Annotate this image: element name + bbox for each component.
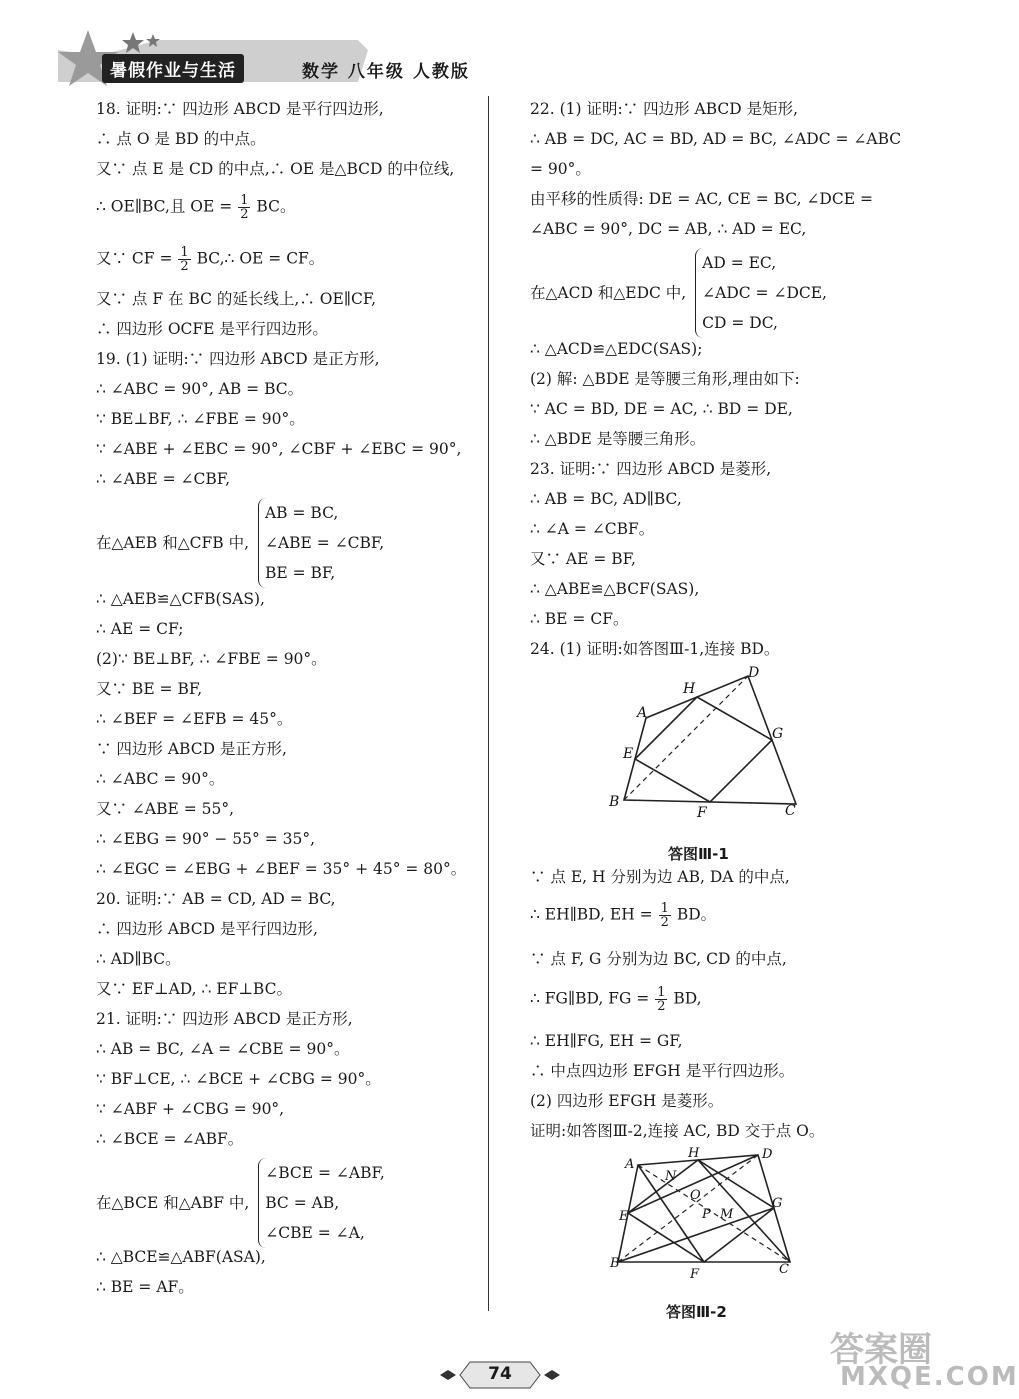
quad-abcd bbox=[624, 676, 796, 804]
text-line: 又∵ EF⊥AD, ∴ EF⊥BC。 bbox=[96, 980, 292, 998]
text-line: ∴ EH∥FG, EH = GF, bbox=[530, 1032, 683, 1050]
text-line: 21. 证明:∵ 四边形 ABCD 是正方形, bbox=[96, 1010, 353, 1028]
label-e: E bbox=[619, 1209, 629, 1224]
text-line: ∴ △BDE 是等腰三角形。 bbox=[530, 430, 706, 448]
figure-caption: 答图Ⅲ-1 bbox=[668, 845, 729, 863]
text-line: ∴ OE∥BC,且 OE = $\frac{1}{2}$ BC。 bbox=[96, 193, 296, 222]
text-line: ∴ ∠EBG = 90° − 55° = 35°, bbox=[96, 830, 316, 848]
column-divider bbox=[488, 96, 489, 1311]
label-a: A bbox=[625, 1157, 635, 1172]
text-line: ∴ AD∥BC。 bbox=[96, 950, 181, 968]
label-c: C bbox=[779, 1262, 789, 1277]
text-line: ∵ 四边形 ABCD 是正方形, bbox=[96, 740, 287, 758]
label-b: B bbox=[609, 794, 620, 810]
text-line: ∴ 点 O 是 BD 的中点。 bbox=[96, 130, 266, 148]
subject-line: 数学 八年级 人教版 bbox=[302, 62, 470, 82]
text-line: ∵ ∠ABE + ∠EBC = 90°, ∠CBF + ∠EBC = 90°, bbox=[96, 440, 462, 458]
label-d: D bbox=[762, 1147, 773, 1162]
page-number: 74 bbox=[488, 1364, 512, 1384]
text-line: ∴ ∠BCE = ∠ABF。 bbox=[96, 1130, 244, 1148]
text-line: ∴ BE = AF。 bbox=[96, 1278, 194, 1296]
watermark-url: MXQE.COM bbox=[840, 1362, 1019, 1392]
text-line: (2) 四边形 EFGH 是菱形。 bbox=[530, 1092, 724, 1110]
text-line: 又∵ BE = BF, bbox=[96, 680, 203, 698]
text-line: ∴ 四边形 ABCD 是平行四边形, bbox=[96, 920, 318, 938]
label-n: N bbox=[665, 1169, 677, 1184]
text-line: ∴ △ACD≌△EDC(SAS); bbox=[530, 340, 703, 358]
text-line: ∵ 点 F, G 分别为边 BC, CD 的中点, bbox=[530, 950, 787, 968]
text-line: 又∵ 点 E 是 CD 的中点,∴ OE 是△BCD 的中位线, bbox=[96, 160, 455, 178]
text-line: 又∵ CF = $\frac{1}{2}$ BC,∴ OE = CF。 bbox=[96, 245, 325, 274]
text-line: = 90°。 bbox=[530, 160, 591, 178]
quad-efgh bbox=[628, 1160, 774, 1262]
text-line: ∴ ∠ABC = 90°。 bbox=[96, 770, 225, 788]
figure-caption: 答图Ⅲ-2 bbox=[666, 1303, 727, 1321]
text-line: 证明:如答图Ⅲ-2,连接 AC, BD 交于点 O。 bbox=[530, 1122, 825, 1140]
text-line: ∵ ∠ABF + ∠CBG = 90°, bbox=[96, 1100, 285, 1118]
text-line: 又∵ ∠ABE = 55°, bbox=[96, 800, 235, 818]
label-h: H bbox=[688, 1146, 700, 1161]
label-o: O bbox=[690, 1188, 701, 1203]
text-line: ∴ 中点四边形 EFGH 是平行四边形。 bbox=[530, 1062, 795, 1080]
equation-system: 在△BCE 和△ABF 中, ∠BCE = ∠ABF, BC = AB, ∠CBE = ∠A, bbox=[96, 1158, 385, 1248]
figure-iii-1 bbox=[600, 660, 820, 820]
fraction: $\frac{1}{2}$ bbox=[180, 245, 189, 274]
text-line: 20. 证明:∵ AB = CD, AD = BC, bbox=[96, 890, 336, 908]
label-g: G bbox=[772, 726, 784, 742]
label-f: F bbox=[690, 1267, 700, 1282]
text-line: 由平移的性质得: DE = AC, CE = BC, ∠DCE = bbox=[530, 190, 873, 208]
label-b: B bbox=[610, 1256, 620, 1271]
fraction: $\frac{1}{2}$ bbox=[240, 193, 249, 222]
label-a: A bbox=[637, 705, 648, 721]
fraction: $\frac{1}{2}$ bbox=[660, 901, 669, 930]
text-line: ∴ ∠BEF = ∠EFB = 45°。 bbox=[96, 710, 293, 728]
equation-system: 在△AEB 和△CFB 中, AB = BC, ∠ABE = ∠CBF, BE = BF, bbox=[96, 498, 384, 588]
text-line: ∴ ∠ABC = 90°, AB = BC。 bbox=[96, 380, 304, 398]
text-line: 又∵ AE = BF, bbox=[530, 550, 636, 568]
text-line: (2)∵ BE⊥BF, ∴ ∠FBE = 90°。 bbox=[96, 650, 327, 668]
text-line: ∴ ∠EGC = ∠EBG + ∠BEF = 35° + 45° = 80°。 bbox=[96, 860, 467, 878]
label-h: H bbox=[683, 681, 696, 697]
label-e: E bbox=[623, 746, 634, 762]
text-line: ∵ BE⊥BF, ∴ ∠FBE = 90°。 bbox=[96, 410, 305, 428]
label-m: M bbox=[720, 1207, 734, 1222]
text-line: ∠ABC = 90°, DC = AB, ∴ AD = EC, bbox=[530, 220, 807, 238]
text-line: ∴ ∠ABE = ∠CBF, bbox=[96, 470, 231, 488]
label-g: G bbox=[772, 1196, 783, 1211]
text-line: 23. 证明:∵ 四边形 ABCD 是菱形, bbox=[530, 460, 772, 478]
text-line: ∴ 四边形 OCFE 是平行四边形。 bbox=[96, 320, 328, 338]
text-line: ∴ ∠A = ∠CBF。 bbox=[530, 520, 655, 538]
text-line: ∴ △ABE≌△BCF(SAS), bbox=[530, 580, 700, 598]
series-title: 暑假作业与生活 bbox=[102, 54, 244, 83]
text-line: ∵ AC = BD, DE = AC, ∴ BD = DE, bbox=[530, 400, 793, 418]
text-line: (2) 解: △BDE 是等腰三角形,理由如下: bbox=[530, 370, 800, 388]
text-line: ∵ 点 E, H 分别为边 AB, DA 的中点, bbox=[530, 868, 790, 886]
text-line: ∴ FG∥BD, FG = $\frac{1}{2}$ BD, bbox=[530, 985, 702, 1014]
fraction: $\frac{1}{2}$ bbox=[657, 985, 666, 1014]
text-line: ∴ AE = CF; bbox=[96, 620, 184, 638]
label-f: F bbox=[697, 805, 707, 821]
figure-iii-2 bbox=[610, 1140, 810, 1290]
text-line: ∴ △BCE≌△ABF(ASA), bbox=[96, 1248, 266, 1266]
text-line: ∴ EH∥BD, EH = $\frac{1}{2}$ BD。 bbox=[530, 901, 717, 930]
text-line: 又∵ 点 F 在 BC 的延长线上,∴ OE∥CF, bbox=[96, 290, 377, 308]
text-line: 18. 证明:∵ 四边形 ABCD 是平行四边形, bbox=[96, 100, 384, 118]
text-line: 22. (1) 证明:∵ 四边形 ABCD 是矩形, bbox=[530, 100, 799, 118]
text-line: ∴ AB = BC, ∠A = ∠CBE = 90°。 bbox=[96, 1040, 350, 1058]
watermark-logo: 答案圈 bbox=[830, 1330, 932, 1370]
text-line: ∴ BE = CF。 bbox=[530, 610, 629, 628]
text-line: ∵ BF⊥CE, ∴ ∠BCE + ∠CBG = 90°。 bbox=[96, 1070, 381, 1088]
equation-system: 在△ACD 和△EDC 中, AD = EC, ∠ADC = ∠DCE, CD = DC, bbox=[530, 248, 827, 338]
label-p: P bbox=[702, 1207, 711, 1222]
label-c: C bbox=[785, 803, 796, 819]
text-line: 19. (1) 证明:∵ 四边形 ABCD 是正方形, bbox=[96, 350, 380, 368]
text-line: 24. (1) 证明:如答图Ⅲ-1,连接 BD。 bbox=[530, 640, 780, 658]
label-d: D bbox=[748, 665, 760, 681]
text-line: ∴ AB = BC, AD∥BC, bbox=[530, 490, 682, 508]
text-line: ∴ △AEB≌△CFB(SAS), bbox=[96, 590, 265, 608]
quad-efgh bbox=[635, 697, 772, 802]
text-line: ∴ AB = DC, AC = BD, AD = BC, ∠ADC = ∠ABC bbox=[530, 130, 902, 148]
